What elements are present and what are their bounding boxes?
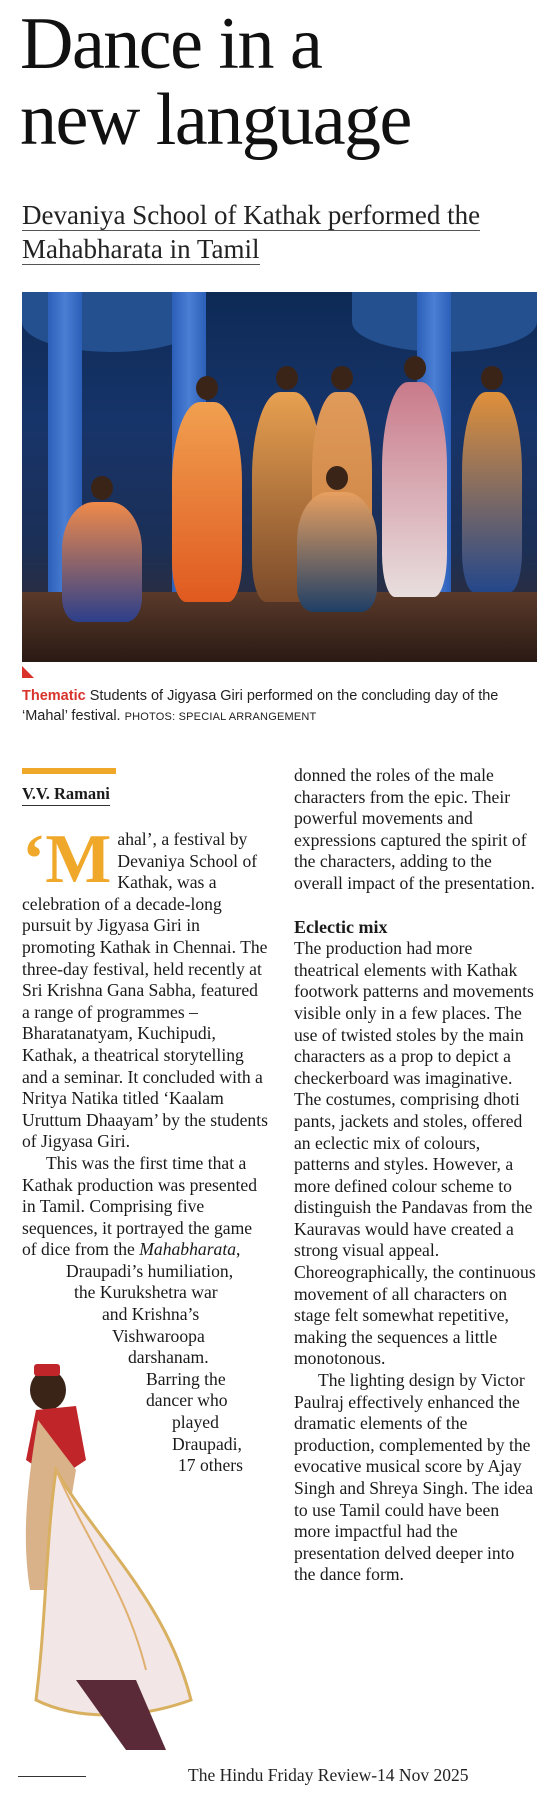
byline: V.V. Ramani [22,784,110,806]
paragraph: This was the first time that a Kathak production was presented in Tamil. Comprising five sequences, it portrayed the game of dice from the Mahabharata, [22,1152,257,1260]
paragraph: ‘Mahal’, a festival by Devaniya School of Kathak, was a celebration of a decade-long pursuit by Jigyasa Giri in promoting Kathak in Chennai. The three-day festival, held recently at Sri Krishna Gana Sabha, featured a range of programmes – Bharatanatyam, Kuchipudi, Kathak, a theatrical storytelling and a seminar. It concluded with a Nritya Natika titled ‘Kaalam Uruttum Dhaayam’ by the students of Jigyasa Giri. [22,821,268,1152]
photo-caption [22,686,522,727]
section-heading: Eclectic mix [294,916,388,937]
headline [20,3,540,161]
dance-performance-photo [22,292,537,662]
dancer-figure [462,392,522,592]
footer-rule [18,1776,86,1777]
solo-dancer-image [16,1340,206,1750]
paragraph: The production had more theatrical elements with Kathak footwork patterns and movements visible only in a few places. The use of twisted stoles by the main characters as a prop to depict a checkerboard was imaginative. The costumes, comprising dhoti pants, jackets and stoles, offered an eclectic mix of colours, patterns and styles. However, a more defined colour scheme to distinguish the Pandavas from the Kauravas would have created a strong visual appeal. Choreographically, the continuous movement of all characters on stage felt somewhat repetitive, making the sequences a little monotonous. [294,938,536,1369]
dancer-figure [172,402,242,602]
dropcap: ‘M [22,821,112,898]
caption-text: Students of Jigyasa Giri performed on the concluding day of the ‘Mahal’ festival. [22,688,499,724]
headline-line-1: Dance in a [20,3,322,85]
paragraph: The lighting design by Victor Paulraj effectively enhanced the dramatic elements of the production, complemented by the evocative musical score by Ajay Singh and Shreya Singh. The idea to use Tamil could have been more impactful had the presentation delved deeper into the dance form. [294,1370,534,1585]
headline-line-2: new language [20,79,411,161]
paragraph: donned the roles of the male characters from the epic. Their powerful movements and expressions captured the spirit of the characters, adding to the overall impact of the presentation. [294,765,535,893]
caption-marker [22,666,34,678]
article-column-2 [294,765,539,1586]
caption-kicker: Thematic [22,688,86,704]
dancer-figure [297,492,377,612]
photo-credit: PHOTOS: SPECIAL ARRANGEMENT [124,711,317,723]
dancer-figure [62,502,142,622]
subheadline: Devaniya School of Kathak performed the Mahabharata in Tamil [22,200,481,264]
publication-footer: The Hindu Friday Review-14 Nov 2025 [188,1765,469,1785]
wrapped-text-around-image: Draupadi’s humiliation, the Kurukshetra war and Krishna’s Vishwaroopa darshanam. Barring the dancer who played Draupadi, 17 others [66,1260,243,1476]
byline-accent-rule [22,768,116,774]
dancer-figure [382,382,447,597]
